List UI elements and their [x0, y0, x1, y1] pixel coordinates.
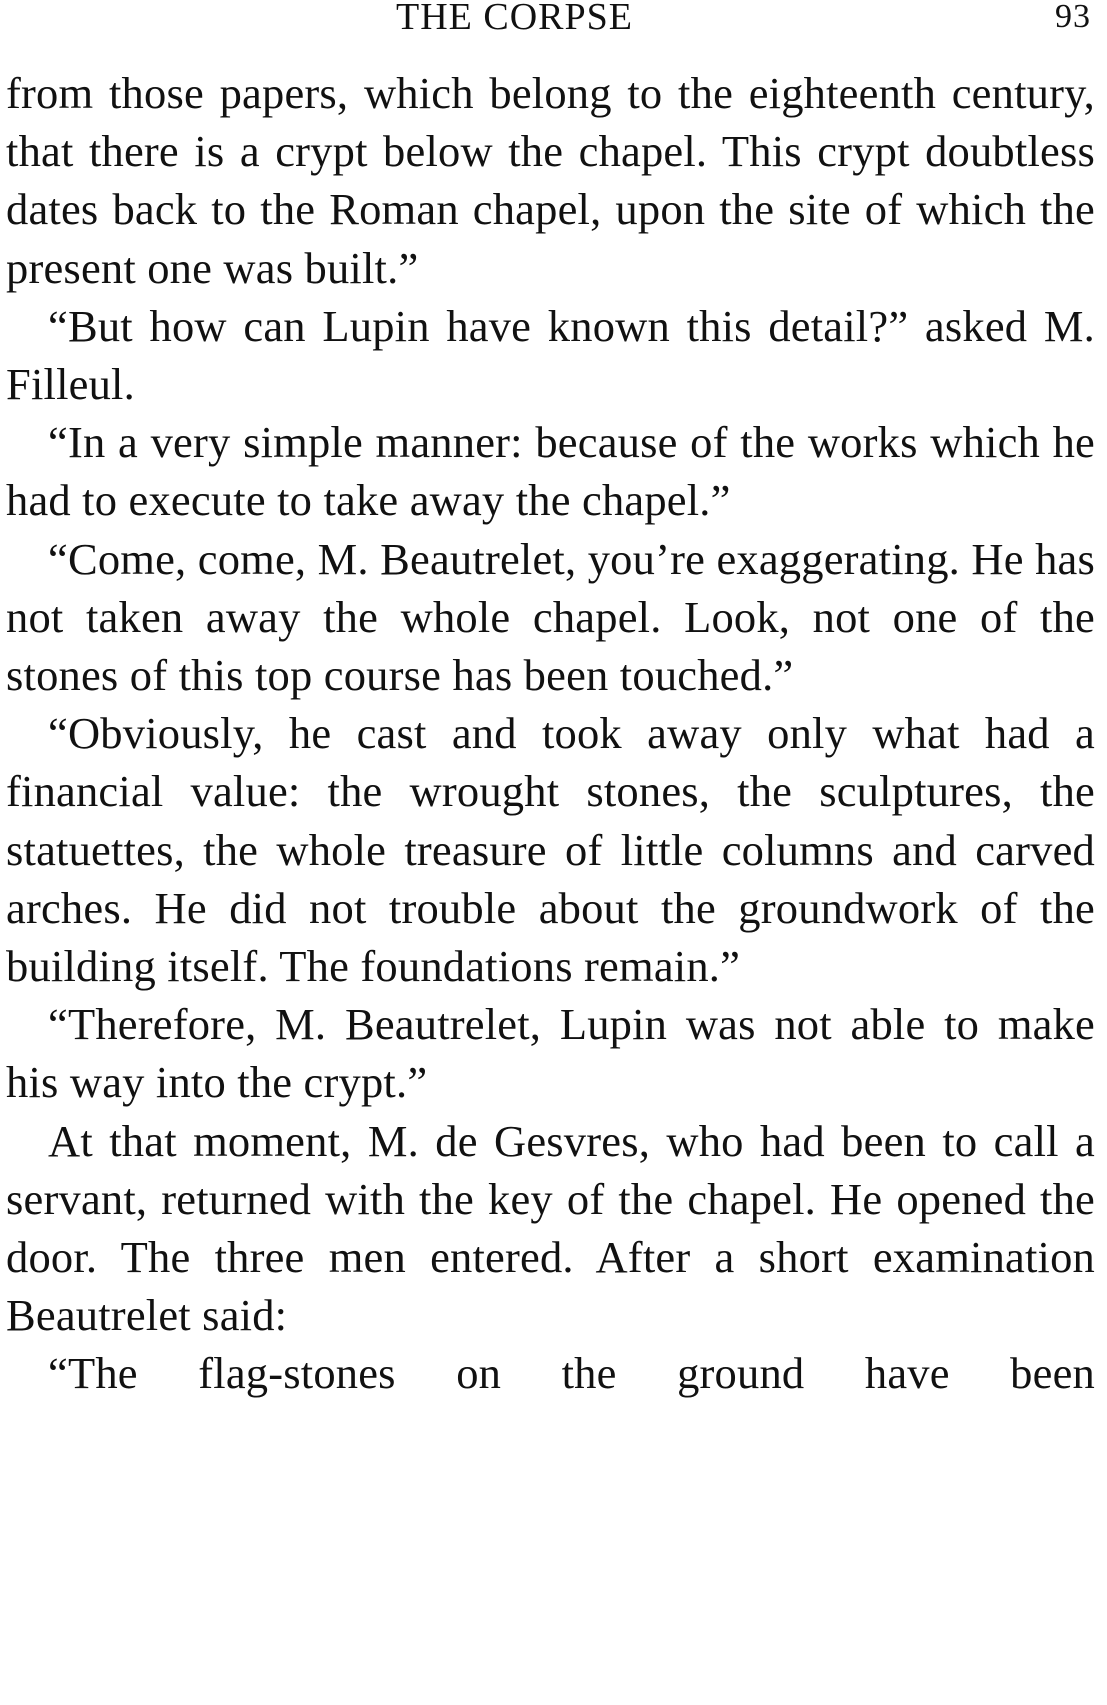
paragraph-7: At that moment, M. de Gesvres, who had been to call a servant, returned with the key of the chapel. He opened the door. The three men entered. After a short examination Beautrelet said: — [6, 1115, 1095, 1341]
paragraph-5: “Obviously, he cast and took away only what had a financial value: the wrought stones, the sculptures, the statuettes, the whole treasure of little columns and carved arches. He did not trouble about the groundwork of the building itself. The foundations remain.” — [6, 708, 1095, 992]
paragraph-8: “The flag-stones on the ground have been — [48, 1348, 1095, 1399]
paragraph-3: “In a very simple manner: because of the works which he had to execute to take away the chapel.” — [6, 417, 1095, 526]
running-title: THE CORPSE — [396, 0, 633, 38]
paragraph-4: “Come, come, M. Beautrelet, you’re exaggerating. He has not taken away the whole chapel. Look, not one of the stones of this top course has been touched.” — [6, 533, 1095, 701]
text-body — [6, 64, 1095, 1403]
paragraph-6: “Therefore, M. Beautrelet, Lupin was not able to make his way into the crypt.” — [6, 999, 1095, 1108]
paragraph-1: from those papers, which belong to the eighteenth century, that there is a crypt below the chapel. This crypt doubtless dates back to the Roman chapel, upon the site of which the present one was built.” — [6, 68, 1095, 293]
page-number: 93 — [1055, 0, 1091, 35]
paragraph-2: “But how can Lupin have known this detail?” asked M. Filleul. — [6, 300, 1095, 410]
running-head — [6, 0, 1095, 38]
